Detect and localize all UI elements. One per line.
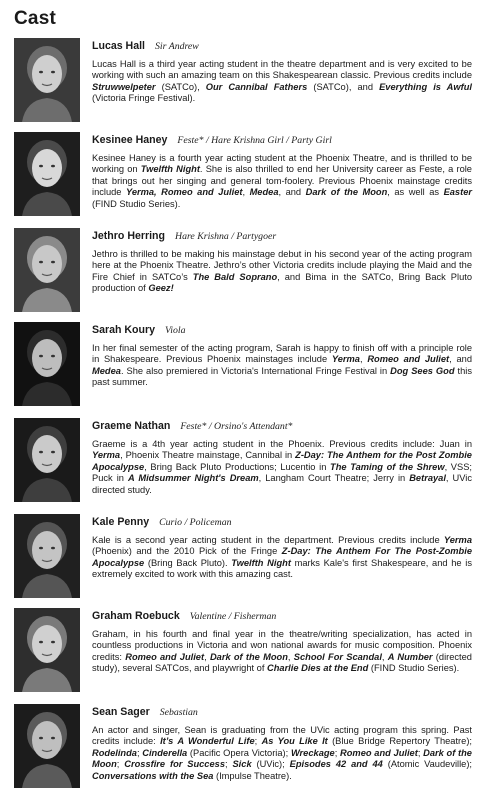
bio-text: ; bbox=[254, 736, 262, 747]
cast-text bbox=[92, 130, 472, 210]
bio-text: Graeme is a 4th year acting student in the Phoenix. Previous credits include: Juan in bbox=[92, 439, 472, 449]
cast-role: Hare Krishna / Partygoer bbox=[175, 231, 277, 242]
bio-text: (SATCo), and bbox=[307, 81, 380, 92]
cast-name: Kesinee Haney bbox=[92, 134, 168, 146]
cast-text bbox=[92, 606, 472, 675]
cast-text bbox=[92, 36, 472, 105]
cast-header bbox=[92, 702, 472, 720]
cast-entry bbox=[0, 36, 488, 132]
cast-role: Curio / Policeman bbox=[159, 517, 232, 528]
bio-text: . She also premiered in Victoria's International Fringe Festival in bbox=[120, 365, 391, 376]
production-title: Dark of the Moon bbox=[305, 187, 388, 198]
production-title: Yerma, Romeo and Juliet bbox=[125, 187, 243, 198]
bio-text: ; bbox=[334, 747, 341, 758]
cast-text bbox=[92, 512, 472, 581]
cast-bio bbox=[92, 439, 472, 496]
headshot-photo bbox=[14, 322, 80, 406]
cast-text bbox=[92, 702, 472, 782]
production-title: Medea bbox=[92, 365, 121, 376]
cast-role: Sir Andrew bbox=[155, 41, 199, 52]
bio-text: , Phoenix Theatre mainstage, Cannibal in bbox=[120, 450, 296, 461]
production-title: A Number bbox=[387, 651, 433, 662]
cast-name: Lucas Hall bbox=[92, 40, 145, 52]
bio-text: Kale is a second year acting student in the department. Previous credits include bbox=[92, 535, 444, 545]
cast-header bbox=[92, 226, 472, 244]
cast-text bbox=[92, 320, 472, 389]
cast-name: Graham Roebuck bbox=[92, 610, 180, 622]
bio-text: (Pacific Opera Victoria); bbox=[187, 747, 291, 758]
production-title: Charlie Dies at the End bbox=[267, 663, 369, 674]
production-title: Yerma bbox=[443, 535, 472, 545]
production-title: Everything is Awful bbox=[379, 81, 472, 92]
production-title: The Taming of the Shrew bbox=[330, 461, 445, 472]
bio-text: Lucas Hall is a third year acting student in the theatre department and is very excited to be working with such an amazing team on this Shakespearean classic. Previous credits include bbox=[92, 59, 472, 81]
bio-text: (Victoria Fringe Festival). bbox=[92, 93, 196, 104]
bio-text: (Impulse Theatre). bbox=[213, 770, 292, 781]
production-title: Romeo and Juliet bbox=[367, 354, 450, 365]
production-title: As You Like It bbox=[261, 736, 328, 747]
production-title: Twelfth Night bbox=[231, 557, 291, 568]
cast-bio bbox=[92, 343, 472, 389]
bio-text: Jethro is thrilled to be making his mainstage debut in his second year of the acting program here at the Phoenix Theatre. Jethro’s other Victoria credits include playing the Maid and the Fire Chief in SATCo’s bbox=[92, 249, 472, 282]
cast-header bbox=[92, 416, 472, 434]
cast-name: Sarah Koury bbox=[92, 324, 155, 336]
production-title: Twelfth Night bbox=[140, 164, 200, 175]
cast-bio bbox=[92, 535, 472, 581]
production-title: Sick bbox=[232, 759, 252, 770]
production-title: Easter bbox=[443, 187, 472, 198]
bio-text: , Langham Court Theatre; Jerry in bbox=[258, 473, 410, 484]
bio-text: , and bbox=[449, 354, 473, 365]
bio-text: . She is also thrilled to end her University career as Feste, a role that brings out her singing and general tom-foolery. Previous Phoenix mainstage credits include bbox=[92, 164, 472, 198]
production-title: Yerma bbox=[331, 354, 360, 365]
production-title: Conversations with the Sea bbox=[92, 770, 214, 781]
bio-text: , Bring Back Pluto Productions; Lucentio in bbox=[144, 461, 331, 472]
production-title: Rodelinda bbox=[92, 747, 137, 758]
bio-text: In her final semester of the acting program, Sarah is happy to finish off with a principle role in Shakespeare. Previous Phoenix mainstages include bbox=[92, 343, 472, 365]
cast-role: Sebastian bbox=[159, 707, 198, 718]
cast-bio bbox=[92, 725, 472, 782]
bio-text: , VSS; Puck in bbox=[92, 461, 472, 484]
production-title: A Midsummer Night's Dream bbox=[127, 473, 259, 484]
production-title: Struwwelpeter bbox=[92, 81, 156, 92]
production-title: The Bald Soprano bbox=[192, 271, 278, 282]
cast-name: Kale Penny bbox=[92, 516, 150, 528]
bio-text: (FIND Studio Series). bbox=[92, 198, 181, 209]
production-title: Romeo and Juliet bbox=[125, 651, 205, 662]
cast-header bbox=[92, 36, 472, 54]
cast-entry bbox=[0, 416, 488, 512]
production-title: Yerma bbox=[92, 450, 121, 461]
bio-text: ; bbox=[116, 759, 125, 770]
cast-header bbox=[92, 130, 472, 148]
bio-text: , and bbox=[278, 187, 306, 198]
headshot-photo bbox=[14, 132, 80, 216]
bio-text: (Phoenix) and the 2010 Pick of the Fringe bbox=[92, 546, 282, 557]
cast-entry bbox=[0, 702, 488, 798]
cast-bio bbox=[92, 153, 472, 210]
cast-role: Feste* / Hare Krishna Girl / Party Girl bbox=[177, 135, 332, 146]
production-title: Wreckage bbox=[290, 747, 335, 758]
headshot-photo bbox=[14, 608, 80, 692]
bio-text: (SATCo), bbox=[155, 81, 206, 92]
production-title: Dark of the Moon bbox=[92, 747, 472, 770]
cast-entry bbox=[0, 320, 488, 416]
bio-text: , bbox=[287, 651, 294, 662]
cast-role: Valentine / Fisherman bbox=[189, 611, 277, 622]
bio-text: , as well as bbox=[387, 187, 444, 198]
bio-text: this past summer. bbox=[92, 365, 472, 388]
cast-entry bbox=[0, 606, 488, 702]
production-title: Medea bbox=[249, 187, 279, 198]
production-title: Cinderella bbox=[142, 747, 188, 758]
bio-text: , UVic directed study. bbox=[92, 473, 472, 495]
bio-text: Graham, in his fourth and final year in the theatre/writing specialization, has acted in countless productions in Victoria and won national awards for music composition. Phoenix credits: bbox=[92, 629, 472, 662]
headshot-photo bbox=[14, 228, 80, 312]
bio-text: Kesinee Haney is a fourth year acting student at the Phoenix Theatre, and is thrilled to be working on bbox=[92, 153, 472, 175]
bio-text: (Bring Back Pluto). bbox=[144, 557, 232, 568]
bio-text: ; bbox=[136, 747, 143, 758]
production-title: Romeo and Juliet bbox=[340, 747, 418, 758]
production-title: Z-Day: The Anthem For The Post-Zombie Apocalypse bbox=[92, 546, 472, 568]
cast-entry bbox=[0, 226, 488, 322]
production-title: Our Cannibal Fathers bbox=[205, 81, 308, 92]
bio-text: marks Kale's first Shakespeare, and he is extremely excited to work with this amazing cast. bbox=[92, 557, 472, 580]
production-title: Geez! bbox=[148, 283, 174, 294]
cast-text bbox=[92, 416, 472, 496]
headshot-photo bbox=[14, 514, 80, 598]
cast-entry bbox=[0, 512, 488, 608]
bio-text: , bbox=[204, 651, 210, 662]
cast-name: Jethro Herring bbox=[92, 230, 165, 242]
cast-bio bbox=[92, 249, 472, 295]
bio-text: ; bbox=[225, 759, 233, 770]
bio-text: An actor and singer, Sean is graduating from the UVic acting program this spring. Past credits include: bbox=[92, 725, 472, 747]
cast-header bbox=[92, 512, 472, 530]
page-title: Cast bbox=[14, 8, 56, 29]
headshot-photo bbox=[14, 418, 80, 502]
cast-role: Viola bbox=[165, 325, 186, 336]
cast-text bbox=[92, 226, 472, 295]
cast-entry bbox=[0, 130, 488, 226]
cast-role: Feste* / Orsino's Attendant* bbox=[180, 421, 293, 432]
headshot-photo bbox=[14, 704, 80, 788]
cast-bio bbox=[92, 629, 472, 675]
production-title: Episodes 42 and 44 bbox=[289, 759, 383, 770]
cast-header bbox=[92, 320, 472, 338]
cast-bio bbox=[92, 59, 472, 105]
production-title: School For Scandal bbox=[293, 651, 382, 662]
bio-text: (directed study), several SATCos, and playwright of bbox=[92, 651, 472, 674]
headshot-photo bbox=[14, 38, 80, 122]
bio-text: (UVic); bbox=[251, 759, 290, 770]
production-title: Betrayal bbox=[409, 473, 446, 484]
bio-text: , bbox=[359, 354, 368, 365]
bio-text: , bbox=[381, 651, 388, 662]
production-title: Z-Day: The Anthem for the Post Zombie Apocalypse bbox=[92, 450, 472, 472]
bio-text: (Blue Bridge Repertory Theatre); bbox=[327, 736, 473, 747]
cast-header bbox=[92, 606, 472, 624]
bio-text: , and Bima in the SATCo, Bring Back Pluto production of bbox=[92, 271, 472, 294]
production-title: Dog Sees God bbox=[390, 365, 455, 376]
bio-text: ; bbox=[417, 747, 424, 758]
bio-text: (FIND Studio Series). bbox=[368, 663, 460, 674]
cast-name: Graeme Nathan bbox=[92, 420, 171, 432]
production-title: Crossfire for Success bbox=[124, 759, 225, 770]
cast-name: Sean Sager bbox=[92, 706, 150, 718]
production-title: Dark of the Moon bbox=[209, 651, 288, 662]
bio-text: , bbox=[242, 187, 250, 198]
production-title: It’s A Wonderful Life bbox=[160, 736, 255, 747]
bio-text: (Atomic Vaudeville); bbox=[382, 759, 473, 770]
